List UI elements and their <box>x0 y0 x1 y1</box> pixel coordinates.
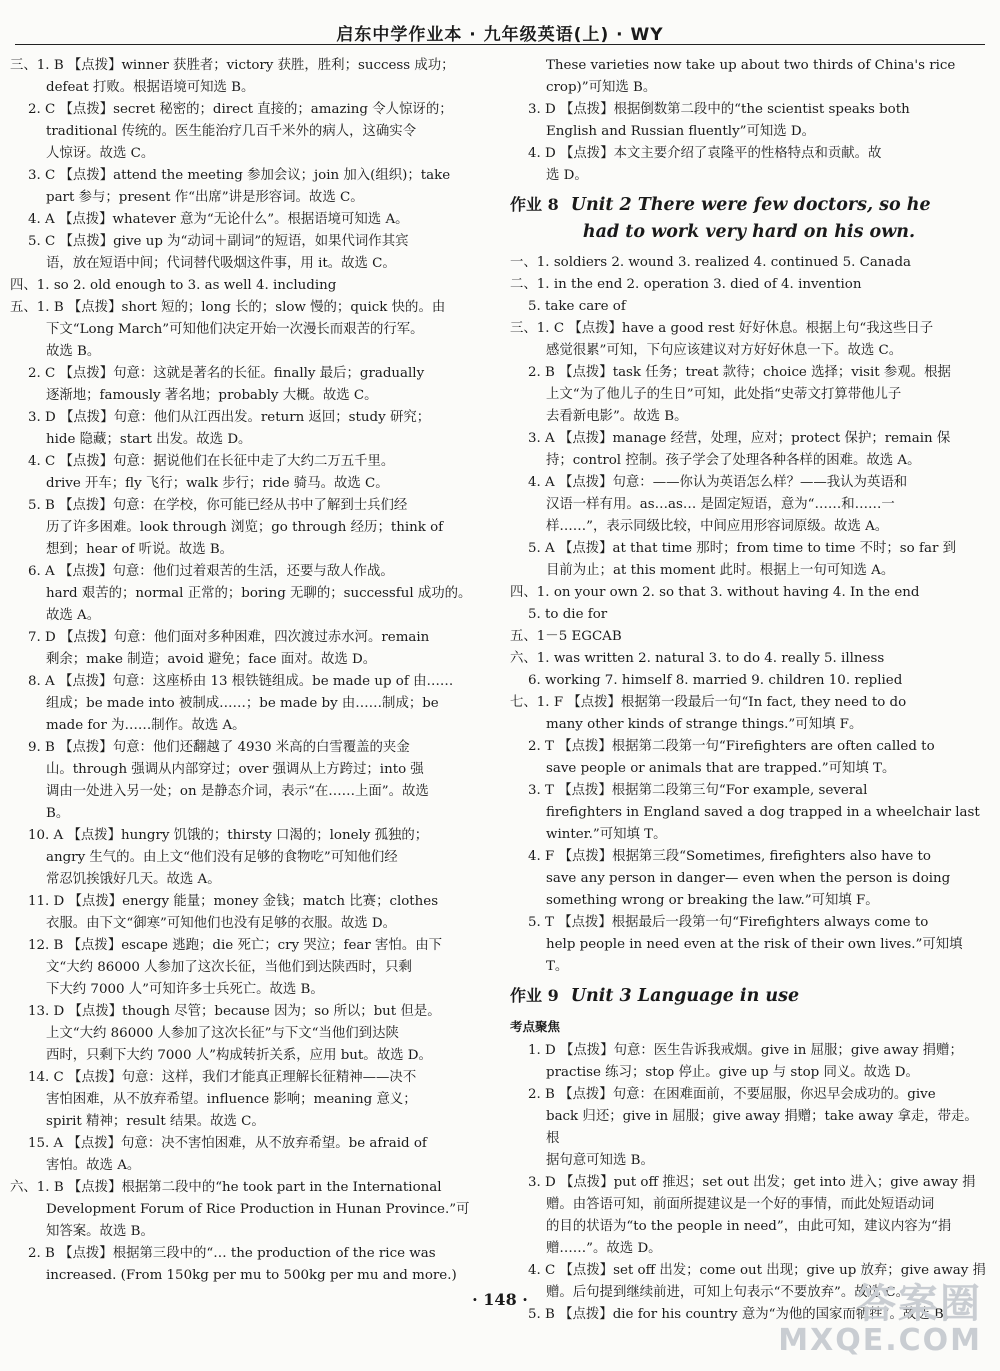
answer-line: 上文“大约 86000 人参加了这次长征”与下文“当他们到达陕 <box>46 1026 399 1041</box>
answer-line: made for 为……制作。故选 A。 <box>46 718 246 733</box>
answer-line: 故选 A。 <box>46 608 101 623</box>
answer-line: 4. C 【点拨】set off 出发；come out 出现；give up 放弃；give away 捐 <box>528 1263 986 1278</box>
answer-line: 14. C 【点拨】句意：这样，我们才能真正理解长征精神——决不 <box>28 1070 417 1085</box>
answer-line: 三、1. C 【点拨】have a good rest 好好休息。根据上句“我这些日子 <box>510 321 934 336</box>
answer-line: 害怕困难，从不放弃希望。influence 影响；meaning 意义； <box>46 1092 417 1107</box>
answer-line: 下文“Long March”可知他们决定开始一次漫长而艰苦的行军。 <box>46 322 424 337</box>
homework-8-title-line1: Unit 2 There were few doctors, so he <box>570 195 931 215</box>
answer-line: 5. A 【点拨】at that time 那时；from time to time 不时；so far 到 <box>528 541 956 556</box>
answer-line: 想到；hear of 听说。故选 B。 <box>46 542 234 557</box>
answer-line: 4. D 【点拨】本文主要介绍了袁隆平的性格特点和贡献。故 <box>528 146 882 161</box>
answer-line: 选 D。 <box>546 168 588 183</box>
answer-line: back 归还；give in 屈服；give away 捐赠；take away 拿走，带走。根 <box>546 1109 978 1146</box>
right-column <box>510 55 988 1326</box>
answer-line: 害怕。故选 A。 <box>46 1158 141 1173</box>
homework-8-heading <box>510 191 988 246</box>
answer-line: 三、1. B 【点拨】winner 获胜者；victory 获胜，胜利；success 成功； <box>10 58 455 73</box>
answer-line: 六、1. B 【点拨】根据第二段中的“he took part in the International <box>10 1180 442 1195</box>
answer-line: 赠。后句提到继续前进，可知上句表示“不要放弃”。故选 C。 <box>546 1285 909 1300</box>
answer-line: 知答案。故选 B。 <box>46 1224 154 1239</box>
answer-line: 组成；be made into 被制成……；be made by 由……制成；be <box>46 696 439 711</box>
answer-line: 衣服。由下文“御寒”可知他们也没有足够的衣服。故选 D。 <box>46 916 397 931</box>
answer-line: 山。through 强调从内部穿过；over 强调从上方跨过；into 强 <box>46 762 424 777</box>
answer-line: 剩余；make 制造；avoid 避免；face 面对。故选 D。 <box>46 652 377 667</box>
answer-line: 3. D 【点拨】根据倒数第二段中的“the scientist speaks both <box>528 102 910 117</box>
answer-line: 15. A 【点拨】句意：决不害怕困难，从不放弃希望。be afraid of <box>28 1136 427 1151</box>
answer-line: hard 艰苦的；normal 正常的；boring 无聊的；successful 成功的。 <box>46 586 472 601</box>
answer-line: 六、1. was written 2. natural 3. to do 4. really 5. illness <box>510 651 885 666</box>
answer-line: 11. D 【点拨】energy 能量；money 金钱；match 比赛；clothes <box>28 894 439 909</box>
answer-line: 3. A 【点拨】manage 经营，处理，应对；protect 保护；remain 保 <box>528 431 951 446</box>
answer-line: 赠……”。故选 D。 <box>546 1241 662 1256</box>
answer-line: 3. D 【点拨】put off 推迟；set out 出发；get into 进入；give away 捐 <box>528 1175 976 1190</box>
answer-line: 6. A 【点拨】句意：他们过着艰苦的生活，还要与敌人作战。 <box>28 564 394 579</box>
homework-9-label: 作业 9 <box>510 986 559 1005</box>
answer-line: 4. A 【点拨】whatever 意为“无论什么”。根据语境可知选 A。 <box>28 212 409 227</box>
answer-line: 2. T 【点拨】根据第二段第一句“Firefighters are often called to <box>528 739 935 754</box>
answer-line: hide 隐藏；start 出发。故选 D。 <box>46 432 252 447</box>
answer-line: 语，放在短语中间；代词替代吸烟这件事，用 it。故选 C。 <box>46 256 396 271</box>
answer-line: 人惊讶。故选 C。 <box>46 146 155 161</box>
answer-line: 样……”，表示同级比较，中间应用形容词原级。故选 A。 <box>546 519 889 534</box>
answer-line: These varieties now take up about two thirds of China's rice <box>546 58 956 73</box>
answer-line: winter.”可知填 T。 <box>546 827 667 842</box>
answer-line: 四、1. so 2. old enough to 3. as well 4. including <box>10 278 337 293</box>
answer-line: 五、1. B 【点拨】short 短的；long 长的；slow 慢的；quick 快的。由 <box>10 300 446 315</box>
answer-line: help people in need even at the risk of their own lives.”可知填 T。 <box>546 937 963 974</box>
answer-line: 汉语一样有用。as…as… 是固定短语，意为“……和……一 <box>546 497 895 512</box>
answer-line: 12. B 【点拨】escape 逃跑；die 死亡；cry 哭泣；fear 害怕。由下 <box>28 938 442 953</box>
answer-line: Development Forum of Rice Production in Hunan Province.”可 <box>46 1202 470 1217</box>
left-answer-lines <box>10 55 488 1287</box>
answer-line: 4. C 【点拨】句意：据说他们在长征中走了大约二万五千里。 <box>28 454 395 469</box>
answer-line: 1. D 【点拨】句意：医生告诉我戒烟。give in 屈服；give away 捐赠； <box>528 1043 963 1058</box>
answer-line: defeat 打败。根据语境可知选 B。 <box>46 80 255 95</box>
answer-line: 调由一处进入另一处；on 是静态介词，表示“在……上面”。故选 <box>46 784 429 799</box>
answer-line: 13. D 【点拨】though 尽管；because 因为；so 所以；but 但是。 <box>28 1004 441 1019</box>
right-answer-lines-a <box>510 55 988 187</box>
answer-line: 据句意可知选 B。 <box>546 1153 654 1168</box>
homework-9-title: Unit 3 Language in use <box>570 986 800 1006</box>
answer-line: 7. D 【点拨】句意：他们面对多种困难，四次渡过赤水河。remain <box>28 630 430 645</box>
answer-line: 西时，只剩下大约 7000 人”构成转折关系，应用 but。故选 D。 <box>46 1048 432 1063</box>
answer-line: 持；control 控制。孩子学会了处理各种各样的困难。故选 A。 <box>546 453 921 468</box>
answer-line: 文“大约 86000 人参加了这次长征，当他们到达陕西时，只剩 <box>46 960 412 975</box>
answer-line: 七、1. F 【点拨】根据第一段最后一句“In fact, they need to do <box>510 695 907 710</box>
right-answer-lines-b <box>510 252 988 978</box>
answer-line: English and Russian fluently”可知选 D。 <box>546 124 816 139</box>
answer-line: 4. F 【点拨】根据第三段“Sometimes, firefighters also have to <box>528 849 931 864</box>
answer-line: 感觉很累”可知，下句应该建议对方好好休息一下。故选 C。 <box>546 343 903 358</box>
answer-line: increased. (From 150kg per mu to 500kg per mu and more.) <box>46 1268 457 1283</box>
answer-line: spirit 精神；result 结果。故选 C。 <box>46 1114 265 1129</box>
answer-line: save people or animals that are trapped.”可知填 T。 <box>546 761 896 776</box>
watermark-line2: MXQE.COM <box>778 1323 982 1358</box>
answer-line: 去看新电影”。故选 B。 <box>546 409 688 424</box>
homework-9-subheading: 考点聚焦 <box>510 1019 561 1034</box>
answer-line: 的目的状语为“to the people in need”，由此可知，建议内容为“捐 <box>546 1219 952 1234</box>
answer-line: 5. B 【点拨】die for his country 意为“为他的国家而牺牲”。故选 B。 <box>528 1307 958 1322</box>
answer-line: 2. C 【点拨】secret 秘密的；direct 直接的；amazing 令人惊讶的； <box>28 102 453 117</box>
answer-line: 6. working 7. himself 8. married 9. children 10. replied <box>528 673 903 688</box>
answer-line: 3. T 【点拨】根据第二段第三句“For example, several <box>528 783 868 798</box>
answer-line: 2. B 【点拨】句意：在困难面前，不要屈服，你迟早会成功的。give <box>528 1087 936 1102</box>
answer-line: 故选 B。 <box>46 344 101 359</box>
answer-line: 历了许多困难。look through 浏览；go through 经历；think of <box>46 520 444 535</box>
answer-line: drive 开车；fly 飞行；walk 步行；ride 骑马。故选 C。 <box>46 476 389 491</box>
answer-line: 2. C 【点拨】句意：这就是著名的长征。finally 最后；gradually <box>28 366 425 381</box>
answer-line: 5. B 【点拨】句意：在学校，你可能已经从书中了解到士兵们经 <box>28 498 408 513</box>
answer-line: 5. C 【点拨】give up 为“动词＋副词”的短语，如果代词作其宾 <box>28 234 409 249</box>
answer-line: 3. D 【点拨】句意：他们从江西出发。return 返回；study 研究； <box>28 410 431 425</box>
answer-line: 2. B 【点拨】task 任务；treat 款待；choice 选择；visit 参观。根据 <box>528 365 951 380</box>
answer-line: 10. A 【点拨】hungry 饥饿的；thirsty 口渴的；lonely 孤独的； <box>28 828 429 843</box>
answer-line: many other kinds of strange things.”可知填 F。 <box>546 717 863 732</box>
homework-8-label: 作业 8 <box>510 195 559 214</box>
answer-line: traditional 传统的。医生能治疗几百千米外的病人，这确实令 <box>46 124 417 139</box>
answer-line: 8. A 【点拨】句意：这座桥由 13 根铁链组成。be made up of 由…… <box>28 674 454 689</box>
answer-line: 逐渐地；famously 著名地；probably 大概。故选 C。 <box>46 388 378 403</box>
answer-line: part 参与；present 作“出席”讲是形容词。故选 C。 <box>46 190 364 205</box>
homework-9-heading <box>510 982 988 1010</box>
answer-line: crop)”可知选 B。 <box>546 80 657 95</box>
answer-line: 上文“为了他儿子的生日”可知，此处指“史蒂文打算带他儿子 <box>546 387 902 402</box>
answer-line: 常忍饥挨饿好几天。故选 A。 <box>46 872 221 887</box>
page-header: 启东中学作业本 · 九年级英语(上) · WY <box>336 25 664 45</box>
answer-line: 二、1. in the end 2. operation 3. died of 4. invention <box>510 277 862 292</box>
answer-line: 9. B 【点拨】句意：他们还翻越了 4930 米高的白雪覆盖的夹金 <box>28 740 410 755</box>
answer-line: 2. B 【点拨】根据第三段中的“… the production of the rice was <box>28 1246 436 1261</box>
answer-line: 5. take care of <box>528 299 626 314</box>
header-divider <box>15 44 985 45</box>
answer-line: B。 <box>46 806 70 821</box>
left-column <box>10 55 488 1287</box>
answer-line: 五、1－5 EGCAB <box>510 629 622 644</box>
answer-line: 5. T 【点拨】根据最后一段第一句“Firefighters always come to <box>528 915 929 930</box>
watermark-line1: 答案圈 <box>856 1281 982 1327</box>
answer-line: 一、1. soldiers 2. wound 3. realized 4. continued 5. Canada <box>510 255 911 270</box>
answer-line: 赠。由答语可知，前面所提建议是一个好的事情，而此处短语动词 <box>546 1197 935 1212</box>
watermark-logo <box>778 1283 982 1357</box>
answer-line: 四、1. on your own 2. so that 3. without having 4. In the end <box>510 585 920 600</box>
answer-line: 下大约 7000 人”可知许多士兵死亡。故选 B。 <box>46 982 324 997</box>
answer-line: practise 练习；stop 停止。give up 与 stop 同义。故选 D。 <box>546 1065 919 1080</box>
answer-line: something wrong or breaking the law.”可知填 F。 <box>546 893 879 908</box>
answer-line: firefighters in England saved a dog trapped in a wheelchair last <box>546 805 980 820</box>
answer-line: 目前为止；at this moment 此时。根据上一句可知选 A。 <box>546 563 895 578</box>
answer-line: 3. C 【点拨】attend the meeting 参加会议；join 加入(组织)；take <box>28 168 451 183</box>
answer-line: save any person in danger— even when the person is doing <box>546 871 951 886</box>
page-number: · 148 · <box>472 1290 528 1309</box>
answer-line: 5. to die for <box>528 607 608 622</box>
homework-8-title-line2: had to work very hard on his own. <box>582 222 916 242</box>
answer-line: 4. A 【点拨】句意：——你认为英语怎么样？——我认为英语和 <box>528 475 908 490</box>
answer-line: angry 生气的。由上文“他们没有足够的食物吃”可知他们经 <box>46 850 398 865</box>
